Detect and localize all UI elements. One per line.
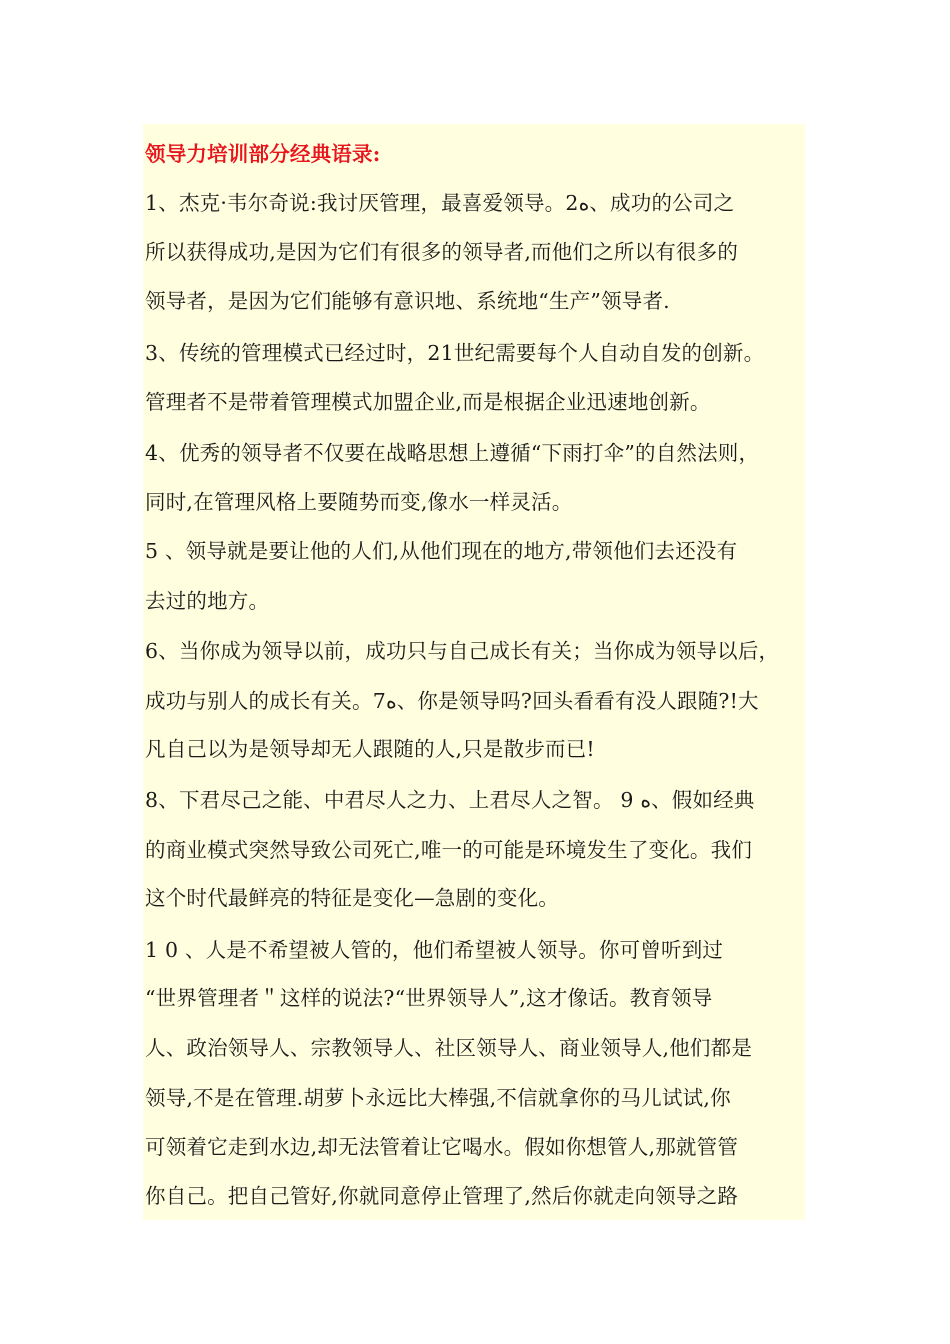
- text-line: 同时,在管理风格上要随势而变,像水一样灵活。: [145, 490, 573, 514]
- text-line: 6、当你成为领导以前，成功只与自己成长有关；当你成为领导以后，: [145, 639, 780, 663]
- text-line: 1、杰克·韦尔奇说:我讨厌管理，最喜爱领导。2ﻩ、成功的公司之: [145, 191, 735, 215]
- text-line: 成功与别人的成长有关。7ﻩ、你是领导吗?回头看看有没人跟随?!大: [145, 689, 759, 713]
- text-line: 领导,不是在管理.胡萝卜永远比大棒强,不信就拿你的马儿试试,你: [145, 1086, 731, 1110]
- text-line: 的商业模式突然导致公司死亡,唯一的可能是环境发生了变化。我们: [145, 838, 753, 862]
- document-title: 领导力培训部分经典语录:: [145, 142, 381, 166]
- text-line: 去过的地方。: [145, 589, 270, 613]
- text-line: 人、政治领导人、宗教领导人、社区领导人、商业领导人,他们都是: [145, 1036, 753, 1060]
- text-line: 1 0 、人是不希望被人管的，他们希望被人领导。你可曾听到过: [145, 938, 724, 962]
- text-line: 5 、领导就是要让他的人们,从他们现在的地方,带领他们去还没有: [145, 539, 738, 563]
- text-line: 3、传统的管理模式已经过时，21世纪需要每个人自动自发的创新。: [145, 341, 765, 365]
- text-line: 4、优秀的领导者不仅要在战略思想上遵循“下雨打伞”的自然法则，: [145, 441, 760, 465]
- text-line: 管理者不是带着管理模式加盟企业,而是根据企业迅速地创新。: [145, 390, 711, 414]
- text-line: 领导者，是因为它们能够有意识地、系统地“生产”领导者.: [145, 289, 670, 313]
- text-line: 可领着它走到水边,却无法管着让它喝水。假如你想管人,那就管管: [145, 1135, 739, 1159]
- text-line: 所以获得成功,是因为它们有很多的领导者,而他们之所以有很多的: [145, 240, 739, 264]
- text-line: 凡自己以为是领导却无人跟随的人,只是散步而已!: [145, 737, 595, 761]
- text-line: 你自己。把自己管好,你就同意停止管理了,然后你就走向领导之路: [145, 1184, 739, 1208]
- text-line: 这个时代最鲜亮的特征是变化—急剧的变化。: [145, 886, 559, 910]
- text-line: 8、下君尽己之能、中君尽人之力、上君尽人之智。 9 ﻩ、假如经典: [145, 788, 755, 812]
- text-line: “世界管理者＂这样的说法?“世界领导人”,这才像话。教育领导: [145, 986, 713, 1010]
